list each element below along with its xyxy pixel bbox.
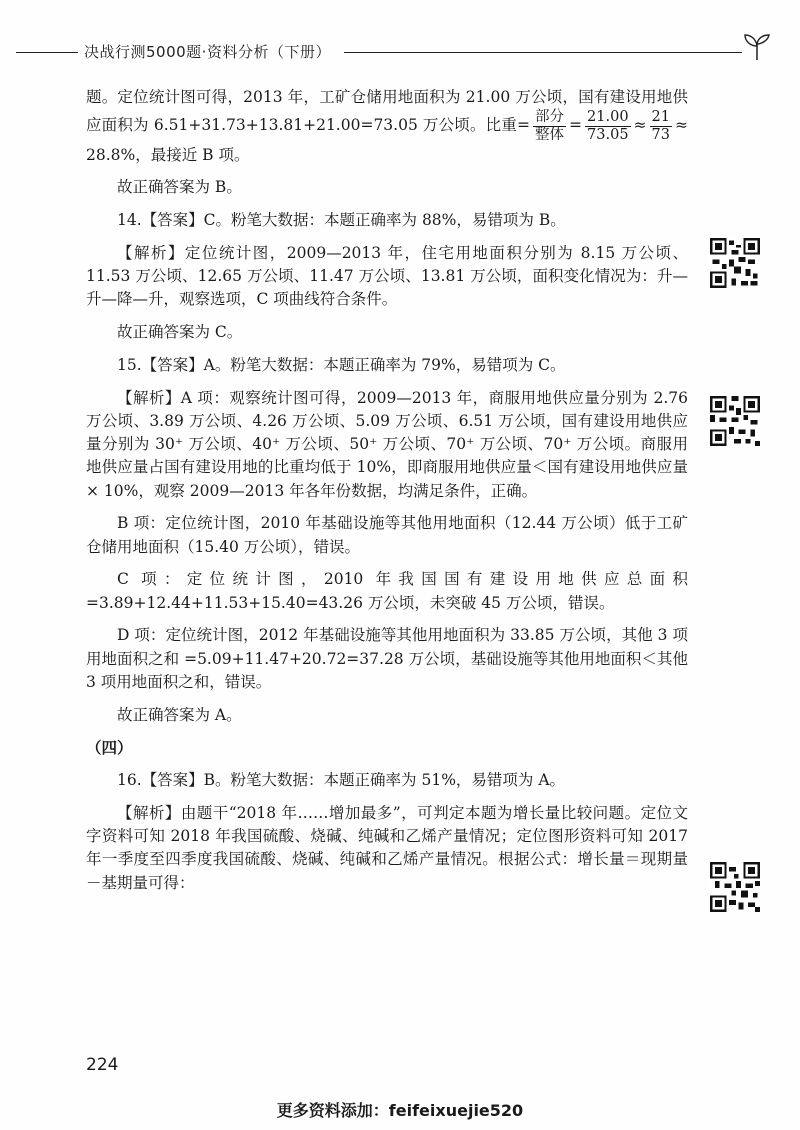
header-title: 决战行测5000题·资料分析（下册）: [84, 43, 331, 61]
section-heading: （四）: [86, 738, 133, 758]
ratio-text-pre: 题。定位统计图可得，2013 年，工矿仓储用地面积为 21.00 万公顷，国有建设用地供应面积为 6.51+31.73+13.81+21.00=73.05 万公顷。比重=: [86, 88, 688, 135]
answer-16: 16.【答案】B。粉笔大数据：本题正确率为 51%，易错项为 A。: [117, 771, 566, 790]
analysis-15-c: C 项：定位统计图，2010 年我国国有建设用地供应总面积 =3.89+12.44+11.53+15.40=43.26 万公顷，未突破 45 万公顷，错误。: [86, 570, 688, 612]
page-number: 224: [86, 1055, 119, 1075]
qr-code-icon: [710, 396, 760, 446]
header-rule-left: [16, 52, 78, 53]
paragraph-ratio-calc: [86, 86, 688, 167]
analysis-16: 【解析】由题干“2018 年……增加最多”，可判定本题为增长量比较问题。定位文字资料可知 2018 年我国硫酸、烧碱、纯碱和乙烯产量情况；定位图形资料可知 2017 年一季度至四季度我国硫酸、烧碱、纯碱和乙烯产量情况。根据公式：增长量＝现期量－基期量可得：: [86, 803, 688, 892]
running-header: [0, 38, 800, 68]
analysis-14: 【解析】定位统计图，2009—2013 年，住宅用地面积分别为 8.15 万公顷、11.53 万公顷、12.65 万公顷、11.47 万公顷、13.81 万公顷，面积变化情况为：升—升—降—升，观察选项，C 项曲线符合条件。: [86, 243, 688, 309]
equals-sign: =: [569, 116, 583, 135]
approx-sign: ≈: [633, 116, 647, 135]
answer-15: 15.【答案】A。粉笔大数据：本题正确率为 79%，易错项为 C。: [117, 355, 566, 374]
sprout-icon: [740, 32, 774, 62]
fraction-numerator: 21: [651, 109, 670, 126]
qr-code-icon: [710, 238, 760, 288]
answer-conclusion-14: 故正确答案为 C。: [117, 323, 243, 342]
footer-note: 更多资料添加：feifeixuejie520: [276, 1101, 524, 1120]
fraction-values: [585, 109, 631, 143]
fraction-part-whole: [533, 109, 566, 143]
analysis-15-a: 【解析】A 项：观察统计图可得，2009—2013 年，商服用地供应量分别为 2.76 万公顷、3.89 万公顷、4.26 万公顷、5.09 万公顷、6.51 万公顷，国有建设用地供应量分别为 30⁺ 万公顷、40⁺ 万公顷、50⁺ 万公顷、70⁺ 万公顷、70⁺ 万公顷。商服用地供应量占国有建设用地的比重均低于 10%，即商服用地供应量＜国有建设用地供应量 × 10%，观察 2009—2013 年各年份数据，均满足条件，正确。: [86, 388, 688, 500]
analysis-15-d: D 项：定位统计图，2012 年基础设施等其他用地面积为 33.85 万公顷，其他 3 项用地面积之和 =5.09+11.47+20.72=37.28 万公顷，基础设施等其他用地面积＜其他 3 项用地面积之和，错误。: [86, 626, 688, 691]
fraction-rounded: [650, 109, 672, 143]
answer-conclusion-15: 故正确答案为 A。: [117, 705, 242, 724]
page-body: [86, 86, 688, 904]
fraction-denominator: 73.05: [587, 126, 629, 143]
analysis-15-b: B 项：定位统计图，2010 年基础设施等其他用地面积（12.44 万公顷）低于工矿仓储用地面积（15.40 万公顷），错误。: [86, 514, 688, 556]
ratio-text-post: ≈ 28.8%，最接近 B 项。: [86, 116, 688, 164]
fraction-denominator: 整体: [535, 126, 565, 143]
fraction-numerator: 21.00: [587, 109, 629, 126]
answer-14: 14.【答案】C。粉笔大数据：本题正确率为 88%，易错项为 B。: [117, 211, 566, 230]
qr-code-icon: [710, 862, 760, 912]
answer-conclusion-13: 故正确答案为 B。: [117, 178, 242, 197]
header-rule-right: [344, 52, 742, 53]
fraction-numerator: 部分: [535, 109, 565, 126]
fraction-denominator: 73: [651, 126, 670, 143]
